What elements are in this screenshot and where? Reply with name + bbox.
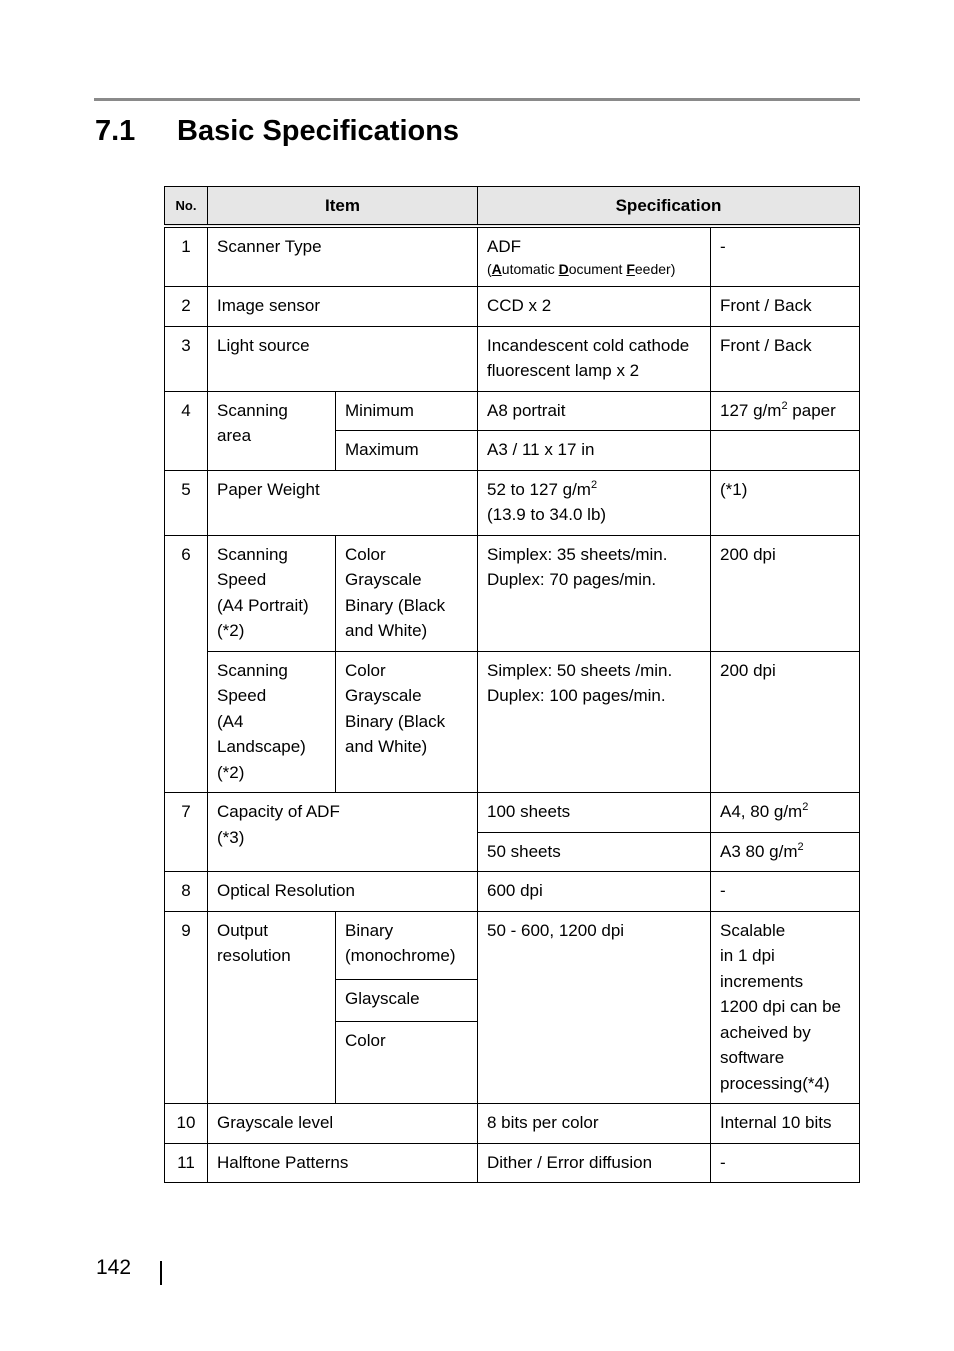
- spec-cell: Simplex: 50 sheets /min. Duplex: 100 pages/min.: [478, 651, 711, 793]
- table-row: [165, 226, 860, 287]
- item-cell: Output resolution: [208, 911, 336, 1104]
- note-cell: Scalable in 1 dpi increments 1200 dpi can be acheived by software processing(*4): [711, 911, 860, 1104]
- row-number: 4: [165, 391, 208, 470]
- spec-cell: Incandescent cold cathode fluorescent lamp x 2: [478, 326, 711, 391]
- table-row: [165, 1104, 860, 1144]
- item-cell: Light source: [208, 326, 478, 391]
- note-cell: 200 dpi: [711, 535, 860, 651]
- section-number: 7.1: [95, 115, 136, 147]
- note-cell: -: [711, 872, 860, 912]
- header-no: No.: [165, 187, 208, 226]
- spec-cell: 8 bits per color: [478, 1104, 711, 1144]
- note-cell: [711, 431, 860, 471]
- subitem-cell: Minimum: [336, 391, 478, 431]
- note-cell: Front / Back: [711, 287, 860, 327]
- subitem-cell: Maximum: [336, 431, 478, 471]
- note-cell: Front / Back: [711, 326, 860, 391]
- spec-cell: 52 to 127 $g/m^2$ (13.9 to 34.0 lb): [478, 470, 711, 535]
- table-row: [165, 651, 860, 793]
- spec-cell: Dither / Error diffusion: [478, 1143, 711, 1183]
- table-header-row: [165, 187, 860, 226]
- item-cell: Paper Weight: [208, 470, 478, 535]
- section-title: Basic Specifications: [177, 115, 460, 147]
- note-cell: A3 80 $g/m^2$: [711, 832, 860, 872]
- row-number: 8: [165, 872, 208, 912]
- subitem-cell: Color Grayscale Binary (Black and White): [336, 651, 478, 793]
- item-cell: Scanning area: [208, 391, 336, 470]
- row-number: 3: [165, 326, 208, 391]
- item-cell: Optical Resolution: [208, 872, 478, 912]
- table-row: [165, 326, 860, 391]
- spec-cell: [478, 226, 711, 287]
- subitem-cell: Color Grayscale Binary (Black and White): [336, 535, 478, 651]
- table-row: [165, 793, 860, 833]
- table-row: [165, 287, 860, 327]
- row-number: 1: [165, 226, 208, 287]
- row-number: 5: [165, 470, 208, 535]
- header-specification: Specification: [478, 187, 860, 226]
- spec-cell: CCD x 2: [478, 287, 711, 327]
- note-cell: Internal 10 bits: [711, 1104, 860, 1144]
- row-number: 9: [165, 911, 208, 1104]
- item-cell: Scanner Type: [208, 226, 478, 287]
- note-cell: -: [711, 226, 860, 287]
- note-cell: 127 $g/m^2$ paper: [711, 391, 860, 431]
- spec-cell: 100 sheets: [478, 793, 711, 833]
- specifications-table: [164, 186, 860, 1183]
- spec-text: ADF: [487, 236, 521, 256]
- spec-cell: Simplex: 35 sheets/min. Duplex: 70 pages/min.: [478, 535, 711, 651]
- item-cell: Scanning Speed (A4 Portrait) (*2): [208, 535, 336, 651]
- spec-cell: A3 / 11 x 17 in: [478, 431, 711, 471]
- note-cell: 200 dpi: [711, 651, 860, 793]
- note-cell: A4, 80 $g/m^2$: [711, 793, 860, 833]
- item-cell: Capacity of ADF (*3): [208, 793, 478, 872]
- spec-cell: 50 sheets: [478, 832, 711, 872]
- subitem-cell: Glayscale: [336, 980, 478, 1022]
- table-row: [165, 535, 860, 651]
- subitem-cell: Binary (monochrome): [336, 911, 478, 980]
- note-cell: -: [711, 1143, 860, 1183]
- table-row: [165, 872, 860, 912]
- row-number: 2: [165, 287, 208, 327]
- adf-expansion: (Automatic Document Feeder): [487, 261, 676, 277]
- table-row: [165, 470, 860, 535]
- row-number: 10: [165, 1104, 208, 1144]
- header-item: Item: [208, 187, 478, 226]
- table-row: [165, 1143, 860, 1183]
- row-number: 11: [165, 1143, 208, 1183]
- item-cell: Scanning Speed (A4 Landscape) (*2): [208, 651, 336, 793]
- spec-cell: A8 portrait: [478, 391, 711, 431]
- item-cell: Halftone Patterns: [208, 1143, 478, 1183]
- table-row: [165, 391, 860, 431]
- row-number: 6: [165, 535, 208, 793]
- row-number: 7: [165, 793, 208, 872]
- item-cell: Image sensor: [208, 287, 478, 327]
- subitem-cell: Color: [336, 1022, 478, 1104]
- spec-cell: 600 dpi: [478, 872, 711, 912]
- item-cell: Grayscale level: [208, 1104, 478, 1144]
- table-row: [165, 911, 860, 980]
- spec-cell: 50 - 600, 1200 dpi: [478, 911, 711, 1104]
- page-number-divider: [160, 1261, 162, 1285]
- page-number: 142: [96, 1256, 132, 1279]
- note-cell: (*1): [711, 470, 860, 535]
- header-rule: [94, 98, 860, 101]
